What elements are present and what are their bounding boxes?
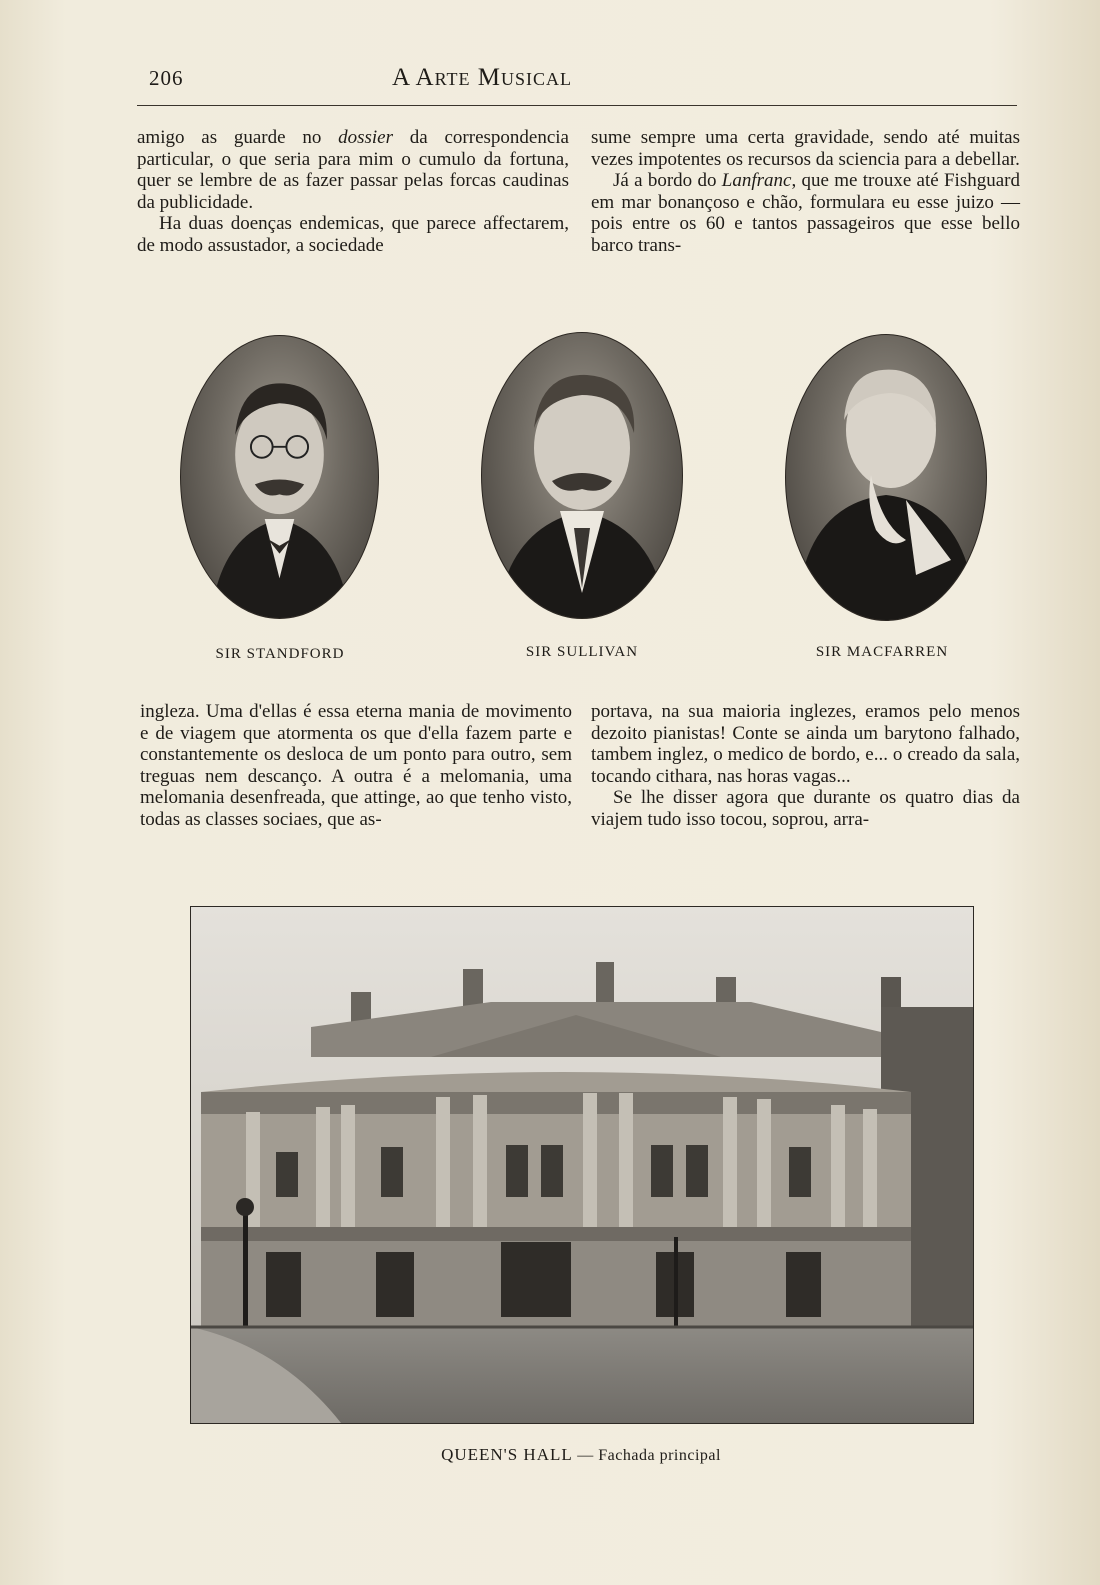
portrait-illustration xyxy=(482,333,682,618)
paragraph: portava, na sua maioria inglezes, eramos pelo menos dezoito pianistas! Conte se ainda um barytono falhado, tambem inglez, o medico de bordo, e... o creado da sala, tocando cithara, nas horas vagas... xyxy=(591,701,1020,787)
paragraph: Ha duas doenças endemicas, que parece affectarem, de modo assustador, a sociedade xyxy=(137,213,569,256)
text-column-bottom-left xyxy=(140,701,572,830)
portrait-caption-stanford: SIR STANDFORD xyxy=(215,646,345,662)
page-number: 206 xyxy=(149,66,184,90)
running-title: A Arte Musical xyxy=(392,64,572,91)
header-rule xyxy=(137,105,1017,106)
text-column-bottom-right xyxy=(591,701,1020,830)
photo-caption-title: QUEEN'S HALL xyxy=(441,1445,573,1464)
paragraph: sume sempre uma certa gravidade, sendo até muitas vezes impotentes os recursos da sciencia para a debellar. xyxy=(591,127,1020,170)
italic-term: dossier xyxy=(338,127,394,148)
paragraph: amigo as guarde no dossier da correspondencia particular, o que seria para mim o cumulo da fortuna, quer se lembre de as fazer passar pelas forcas caudinas da publicidade. xyxy=(137,127,569,213)
queens-hall-photo xyxy=(190,906,974,1424)
portrait-caption-sullivan: SIR SULLIVAN xyxy=(525,644,639,660)
portrait-macfarren xyxy=(785,334,987,621)
paragraph: ingleza. Uma d'ellas é essa eterna mania de movimento e de viagem que atormenta os que d'ella fazem parte e constantemente os desloca de um ponto para outro, sem treguas nem descanço. A outra é a melomania, uma melomania desenfreada, que attinge, ao que tenho visto, todas as classes sociaes, que as- xyxy=(140,701,572,830)
text-column-top-left xyxy=(137,127,569,256)
photo-caption xyxy=(190,1445,972,1465)
paragraph: Se lhe disser agora que durante os quatro dias da viajem tudo isso tocou, soprou, arra- xyxy=(591,787,1020,830)
ship-name: Lanfranc xyxy=(721,170,792,191)
portrait-illustration xyxy=(181,336,378,618)
text-column-top-right xyxy=(591,127,1020,256)
portrait-sullivan xyxy=(481,332,683,619)
photo-caption-subtitle: Fachada principal xyxy=(598,1447,721,1464)
page-header xyxy=(137,60,1017,96)
portrait-stanford xyxy=(180,335,379,619)
portrait-illustration xyxy=(786,335,986,620)
photo-caption-separator: — xyxy=(572,1447,599,1464)
portrait-caption-macfarren: SIR MACFARREN xyxy=(815,644,949,660)
paragraph: Já a bordo do Lanfranc, que me trouxe até Fishguard em mar bonançoso e chão, formulara eu esse juizo — pois entre os 60 e tantos passageiros que esse bello barco trans- xyxy=(591,170,1020,256)
building-illustration xyxy=(191,907,973,1423)
